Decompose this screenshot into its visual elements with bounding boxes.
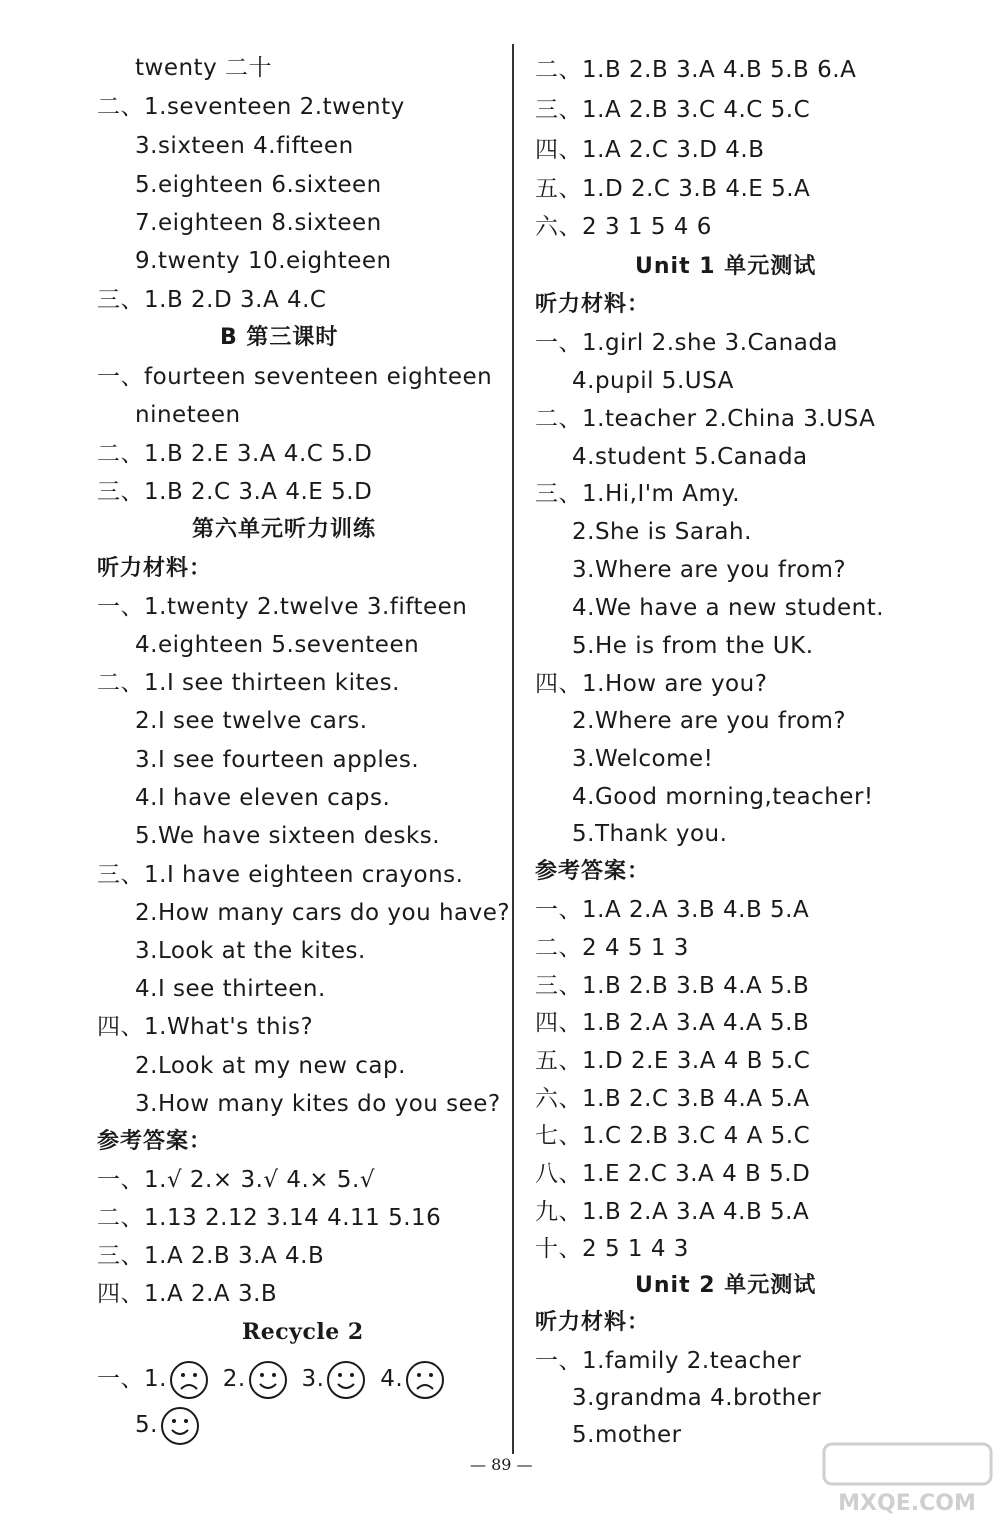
- answer-line: 七、1.C 2.B 3.C 4 A 5.C: [535, 1123, 811, 1149]
- answer-line: twenty 二十: [135, 55, 272, 81]
- watermark-logo: [820, 1440, 995, 1518]
- answer-line: 4.We have a new student.: [572, 595, 885, 621]
- answer-line: 五、1.D 2.E 3.A 4 B 5.C: [535, 1048, 811, 1074]
- answer-number: 2.: [222, 1366, 246, 1392]
- answer-line: 三、1.Hi,I'm Amy.: [535, 481, 741, 507]
- section-heading: 第六单元听力训练: [192, 517, 377, 542]
- answer-line: 4.Good morning,teacher!: [572, 784, 874, 810]
- answer-line: 4.I have eleven caps.: [135, 785, 391, 811]
- answer-number: 5.: [135, 1412, 158, 1438]
- answer-line: 五、1.D 2.C 3.B 4.E 5.A: [535, 176, 811, 202]
- answer-line: 三、1.I have eighteen crayons.: [97, 862, 464, 888]
- answer-line: 八、1.E 2.C 3.A 4 B 5.D: [535, 1161, 811, 1187]
- answer-line: 四、1.What's this?: [97, 1014, 314, 1040]
- answer-line: 3.Welcome!: [572, 746, 714, 772]
- section-heading: Unit 2 单元测试: [635, 1273, 817, 1298]
- answer-line: 一、1.√ 2.× 3.√ 4.× 5.√: [97, 1167, 375, 1193]
- answer-line: 三、1.B 2.D 3.A 4.C: [97, 287, 327, 313]
- answer-line: 二、1.teacher 2.China 3.USA: [535, 406, 876, 432]
- smiley-face-icon: [326, 1360, 366, 1400]
- answer-line: 2.She is Sarah.: [572, 519, 752, 545]
- answer-line: 3.sixteen 4.fifteen: [135, 133, 354, 159]
- subsection-heading: 参考答案：: [535, 859, 651, 884]
- smiley-face-icon: [248, 1360, 288, 1400]
- answer-line: 7.eighteen 8.sixteen: [135, 210, 382, 236]
- section-heading: B 第三课时: [220, 325, 339, 350]
- answer-line: 3.How many kites do you see?: [135, 1091, 501, 1117]
- answer-line: 4.eighteen 5.seventeen: [135, 632, 420, 658]
- answer-line: nineteen: [135, 402, 241, 428]
- answer-line: 一、1.twenty 2.twelve 3.fifteen: [97, 594, 468, 620]
- answer-line: 3.Look at the kites.: [135, 938, 366, 964]
- answer-line: 3.Where are you from?: [572, 557, 847, 583]
- smiley-face-icon: [160, 1406, 200, 1446]
- answer-line: 二、2 4 5 1 3: [535, 935, 689, 961]
- answer-line: 二、1.13 2.12 3.14 4.11 5.16: [97, 1205, 442, 1231]
- answer-line: 4.I see thirteen.: [135, 976, 326, 1002]
- answer-line: 5.He is from the UK.: [572, 633, 814, 659]
- face-answer-line: [135, 1405, 206, 1446]
- answer-line: 9.twenty 10.eighteen: [135, 248, 392, 274]
- answer-line: 九、1.B 2.A 3.A 4.B 5.A: [535, 1199, 810, 1225]
- answer-line: 三、1.A 2.B 3.A 4.B: [97, 1243, 325, 1269]
- answer-line: 3.grandma 4.brother: [572, 1385, 822, 1411]
- answer-line: 一、1.family 2.teacher: [535, 1348, 802, 1374]
- answer-line: 四、1.A 2.A 3.B: [97, 1281, 278, 1307]
- face-answer-line: [97, 1359, 451, 1400]
- answer-line: 一、fourteen seventeen eighteen: [97, 364, 493, 390]
- sad-face-icon: [405, 1360, 445, 1400]
- answer-line: 5.Thank you.: [572, 821, 728, 847]
- answer-line: 2.Where are you from?: [572, 708, 847, 734]
- answer-line: 六、1.B 2.C 3.B 4.A 5.A: [535, 1086, 810, 1112]
- column-divider: [512, 44, 514, 1454]
- answer-line: 二、1.B 2.B 3.A 4.B 5.B 6.A: [535, 57, 857, 83]
- answer-line: 二、1.seventeen 2.twenty: [97, 94, 405, 120]
- section-heading: Recycle 2: [242, 1319, 364, 1345]
- answer-line: 二、1.B 2.E 3.A 4.C 5.D: [97, 441, 373, 467]
- answer-line: 四、1.B 2.A 3.A 4.A 5.B: [535, 1010, 810, 1036]
- answer-number: 3.: [301, 1366, 325, 1392]
- subsection-heading: 听力材料：: [535, 1310, 651, 1335]
- answer-line: 4.pupil 5.USA: [572, 368, 734, 394]
- subsection-heading: 参考答案：: [97, 1129, 213, 1154]
- answer-line: 二、1.I see thirteen kites.: [97, 670, 400, 696]
- section-heading: Unit 1 单元测试: [635, 254, 817, 279]
- answer-line: 十、2 5 1 4 3: [535, 1236, 689, 1262]
- answer-line: 3.I see fourteen apples.: [135, 747, 420, 773]
- answer-line: 三、1.B 2.B 3.B 4.A 5.B: [535, 973, 810, 999]
- watermark-text: MXQE.COM: [838, 1491, 976, 1516]
- answer-line: 一、1.A 2.A 3.B 4.B 5.A: [535, 897, 810, 923]
- answer-line: 5.eighteen 6.sixteen: [135, 172, 382, 198]
- answer-line: 2.How many cars do you have?: [135, 900, 511, 926]
- answer-line: 5.We have sixteen desks.: [135, 823, 441, 849]
- sad-face-icon: [169, 1360, 209, 1400]
- answer-line: 四、1.A 2.C 3.D 4.B: [535, 137, 765, 163]
- subsection-heading: 听力材料：: [535, 292, 651, 317]
- subsection-heading: 听力材料：: [97, 556, 213, 581]
- answer-line: 5.mother: [572, 1422, 682, 1448]
- answer-line: 一、1.girl 2.she 3.Canada: [535, 330, 839, 356]
- answer-number: 一、1.: [97, 1366, 167, 1392]
- answer-line: 四、1.How are you?: [535, 671, 768, 697]
- answer-line: 2.Look at my new cap.: [135, 1053, 406, 1079]
- answer-line: 2.I see twelve cars.: [135, 708, 368, 734]
- answer-line: 六、2 3 1 5 4 6: [535, 214, 712, 240]
- page-number: — 89 —: [470, 1455, 533, 1474]
- answer-line: 4.student 5.Canada: [572, 444, 808, 470]
- answer-line: 三、1.A 2.B 3.C 4.C 5.C: [535, 97, 811, 123]
- answer-number: 4.: [380, 1366, 404, 1392]
- answer-line: 三、1.B 2.C 3.A 4.E 5.D: [97, 479, 373, 505]
